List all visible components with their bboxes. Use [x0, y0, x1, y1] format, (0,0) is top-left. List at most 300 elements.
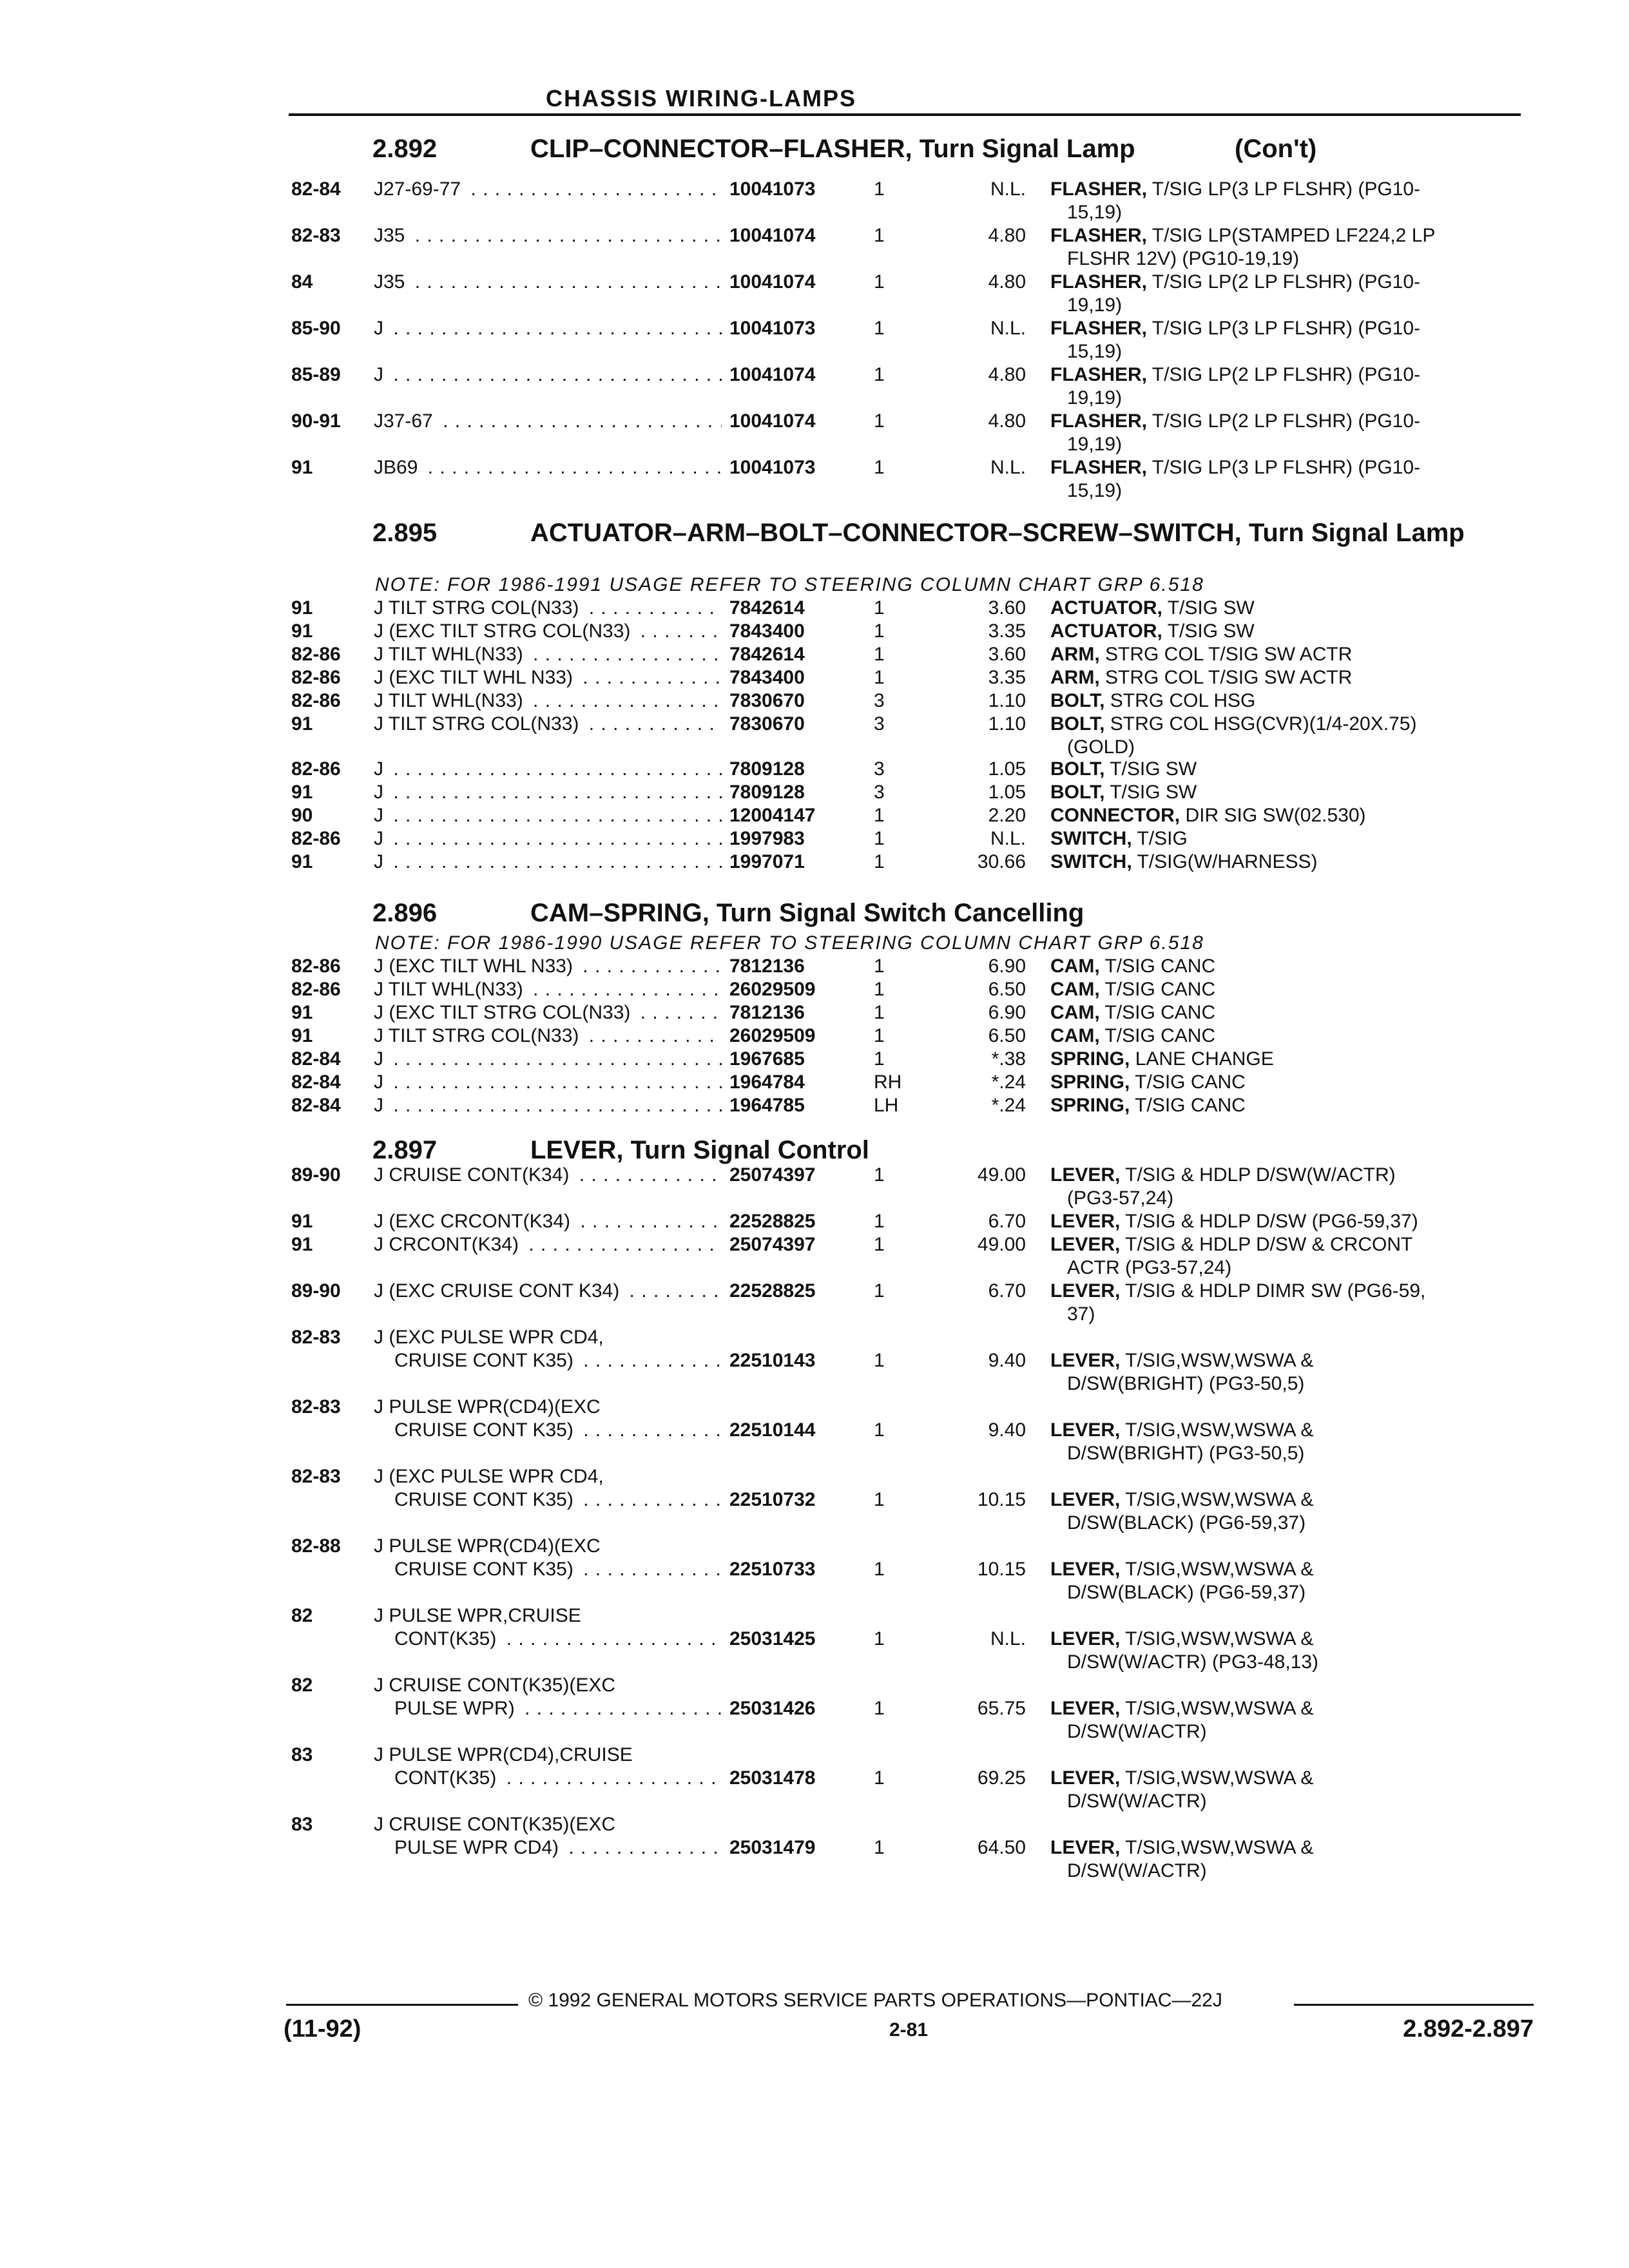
model-year: 91	[291, 1025, 313, 1046]
description-noun: LEVER,	[1050, 1489, 1121, 1510]
application: J (EXC PULSE WPR CD4,	[374, 1327, 604, 1348]
application	[374, 978, 722, 1001]
model-year: 91	[291, 620, 313, 642]
application	[374, 689, 722, 713]
price: 1.10	[988, 690, 1026, 711]
description	[1050, 1210, 1527, 1233]
quantity: 1	[874, 1350, 885, 1371]
price: *.38	[991, 1048, 1026, 1070]
application-text: J	[374, 1072, 387, 1093]
section-name: LEVER, Turn Signal Control	[530, 1136, 869, 1164]
description-text: T/SIG(W/HARNESS)	[1137, 851, 1318, 872]
application: J (EXC PULSE WPR CD4,	[374, 1466, 604, 1487]
price: 3.35	[988, 620, 1026, 642]
price: 10.15	[977, 1489, 1026, 1510]
application-cont	[394, 1488, 722, 1512]
part-number: 25074397	[729, 1164, 816, 1186]
part-number: 10041074	[729, 364, 816, 385]
price: 2.20	[988, 805, 1026, 826]
quantity: 1	[874, 644, 885, 665]
application	[374, 955, 722, 978]
part-number: 10041073	[729, 178, 816, 200]
application-text: J (EXC TILT WHL N33)	[374, 667, 577, 688]
part-number: 7812136	[729, 956, 805, 977]
model-year: 90-91	[291, 410, 341, 432]
quantity: 1	[874, 667, 885, 688]
price: 69.25	[977, 1767, 1026, 1789]
application: J CRUISE CONT(K35)(EXC	[374, 1814, 616, 1835]
application-cont	[394, 1697, 722, 1720]
quantity: 1	[874, 851, 885, 872]
description	[1050, 597, 1527, 620]
application-text: J TILT STRG COL(N33)	[374, 1025, 583, 1046]
description-noun: LEVER,	[1050, 1837, 1121, 1858]
application	[374, 804, 722, 827]
quantity: 1	[874, 410, 885, 432]
application: J PULSE WPR(CD4)(EXC	[374, 1535, 601, 1557]
application-text: J CRCONT(K34)	[374, 1234, 523, 1255]
description-cont: 37)	[1067, 1303, 1095, 1325]
description	[1050, 850, 1527, 874]
part-number: 7843400	[729, 620, 805, 642]
application	[374, 713, 722, 736]
description-text: T/SIG LP(STAMPED LF224,2 LP	[1152, 225, 1436, 246]
part-number: 7842614	[729, 644, 805, 665]
model-year: 82	[291, 1675, 313, 1696]
part-number: 25031478	[729, 1767, 816, 1789]
application-text: J	[374, 1095, 387, 1116]
quantity: 1	[874, 457, 885, 478]
description-text: T/SIG & HDLP D/SW(W/ACTR)	[1125, 1164, 1396, 1186]
model-year: 91	[291, 1002, 313, 1023]
description-noun: CONNECTOR,	[1050, 805, 1181, 826]
application	[374, 456, 722, 479]
description-noun: ARM,	[1050, 644, 1100, 665]
model-year: 84	[291, 271, 313, 293]
price: 9.40	[988, 1419, 1026, 1441]
model-year: 82-83	[291, 1396, 341, 1418]
description-noun: FLASHER,	[1050, 225, 1147, 246]
price: 6.90	[988, 1002, 1026, 1023]
application	[374, 1001, 722, 1024]
part-number: 7812136	[729, 1002, 805, 1023]
quantity: 1	[874, 364, 885, 385]
quantity: 1	[874, 1559, 885, 1580]
application	[374, 410, 722, 433]
application	[374, 317, 722, 340]
quantity: 1	[874, 597, 885, 619]
description	[1050, 1558, 1527, 1604]
application-text: J (EXC CRUISE CONT K34)	[374, 1280, 623, 1302]
application	[374, 643, 722, 666]
quantity: 1	[874, 1767, 885, 1789]
quantity: 1	[874, 979, 885, 1000]
description-text: STRG COL T/SIG SW ACTR	[1105, 644, 1353, 665]
model-year: 82-83	[291, 1327, 341, 1348]
description-noun: BOLT,	[1050, 690, 1105, 711]
description-noun: ARM,	[1050, 667, 1100, 688]
header-rule	[289, 113, 1521, 116]
description-text: STRG COL HSG(CVR)(1/4-20X.75)	[1110, 713, 1417, 735]
part-number: 1964784	[729, 1072, 805, 1093]
model-year: 89-90	[291, 1280, 341, 1302]
description	[1050, 1419, 1527, 1465]
description-text: T/SIG LP(2 LP FLSHR) (PG10-	[1152, 271, 1421, 293]
quantity: 1	[874, 828, 885, 849]
part-number: 10041074	[729, 410, 816, 432]
quantity: 1	[874, 271, 885, 293]
description-cont: 15,19)	[1067, 341, 1123, 362]
description-text: DIR SIG SW(02.530)	[1185, 805, 1366, 826]
quantity: 1	[874, 1419, 885, 1441]
quantity: 1	[874, 1698, 885, 1719]
description-noun: CAM,	[1050, 956, 1100, 977]
description-noun: CAM,	[1050, 1025, 1100, 1046]
price: 6.70	[988, 1211, 1026, 1232]
description-noun: BOLT,	[1050, 713, 1105, 735]
description-cont: D/SW(W/ACTR)	[1067, 1721, 1207, 1742]
description-text: T/SIG,WSW,WSWA &	[1125, 1419, 1314, 1441]
description-text: STRG COL HSG	[1110, 690, 1256, 711]
quantity: 1	[874, 1048, 885, 1070]
description	[1050, 1001, 1527, 1024]
description-noun: LEVER,	[1050, 1767, 1121, 1789]
application-text: CRUISE CONT K35)	[394, 1350, 577, 1371]
application	[374, 1233, 722, 1256]
description-noun: LEVER,	[1050, 1164, 1121, 1186]
model-year: 82-86	[291, 979, 341, 1000]
model-year: 82-84	[291, 1072, 341, 1093]
description-text: T/SIG CANC	[1135, 1095, 1246, 1116]
quantity: 1	[874, 956, 885, 977]
description-text: T/SIG & HDLP D/SW (PG6-59,37)	[1125, 1211, 1418, 1232]
model-year: 89-90	[291, 1164, 341, 1186]
part-number: 25031426	[729, 1698, 816, 1719]
application	[374, 1164, 722, 1187]
description-noun: FLASHER,	[1050, 410, 1147, 432]
footer-copyright: © 1992 GENERAL MOTORS SERVICE PARTS OPERATIONS—PONTIAC—22J	[528, 1990, 1222, 2011]
description	[1050, 1094, 1527, 1117]
description-noun: LEVER,	[1050, 1419, 1121, 1441]
part-number: 22528825	[729, 1211, 816, 1232]
application-text: J35	[374, 271, 409, 293]
description	[1050, 1767, 1527, 1813]
description	[1050, 271, 1527, 317]
description-text: T/SIG & HDLP D/SW & CRCONT	[1125, 1234, 1413, 1255]
price: 6.90	[988, 956, 1026, 977]
application-text: J	[374, 782, 387, 803]
price: 3.60	[988, 644, 1026, 665]
model-year: 82-84	[291, 178, 341, 200]
part-number: 7830670	[729, 690, 805, 711]
description	[1050, 1349, 1527, 1396]
application	[374, 666, 722, 689]
application: J PULSE WPR(CD4),CRUISE	[374, 1744, 633, 1765]
application	[374, 178, 722, 201]
price: 6.50	[988, 1025, 1026, 1046]
application-text: J	[374, 318, 387, 339]
model-year: 82-86	[291, 690, 341, 711]
model-year: 90	[291, 805, 313, 826]
description-noun: CAM,	[1050, 1002, 1100, 1023]
description-cont: D/SW(W/ACTR)	[1067, 1791, 1207, 1812]
quantity: 1	[874, 1025, 885, 1046]
description	[1050, 758, 1527, 781]
footer-date: (11-92)	[284, 2015, 361, 2042]
price: 4.80	[988, 364, 1026, 385]
description-noun: FLASHER,	[1050, 178, 1147, 200]
description	[1050, 666, 1527, 689]
description-cont: 19,19)	[1067, 434, 1123, 455]
application	[374, 597, 722, 620]
description-noun: CAM,	[1050, 979, 1100, 1000]
description-noun: LEVER,	[1050, 1234, 1121, 1255]
description	[1050, 456, 1527, 503]
part-number: 7842614	[729, 597, 805, 619]
part-number: 1967685	[729, 1048, 805, 1070]
application	[374, 1094, 722, 1117]
footer-rule-left	[286, 2004, 518, 2006]
price: 30.66	[977, 851, 1026, 872]
price: 10.15	[977, 1559, 1026, 1580]
application-text: J TILT WHL(N33)	[374, 690, 527, 711]
description-cont: (GOLD)	[1067, 736, 1135, 758]
part-number: 26029509	[729, 1025, 816, 1046]
description-noun: BOLT,	[1050, 782, 1105, 803]
description-text: T/SIG SW	[1167, 597, 1255, 619]
page-footer	[284, 1987, 1534, 2058]
quantity: 1	[874, 1837, 885, 1858]
description-text: T/SIG SW	[1167, 620, 1255, 642]
description-noun: SPRING,	[1050, 1095, 1130, 1116]
footer-section-range: 2.892-2.897	[1403, 2015, 1534, 2042]
description-cont: 15,19)	[1067, 202, 1123, 223]
description-noun: LEVER,	[1050, 1559, 1121, 1580]
description-text: T/SIG CANC	[1135, 1072, 1246, 1093]
description-text: T/SIG,WSW,WSWA &	[1125, 1767, 1314, 1789]
description	[1050, 643, 1527, 666]
description-text: T/SIG,WSW,WSWA &	[1125, 1350, 1314, 1371]
description-cont: (PG3-57,24)	[1067, 1187, 1174, 1209]
description-noun: FLASHER,	[1050, 271, 1147, 293]
application	[374, 850, 722, 874]
description-noun: FLASHER,	[1050, 364, 1147, 385]
model-year: 91	[291, 597, 313, 619]
model-year: 91	[291, 713, 313, 735]
price: 65.75	[977, 1698, 1026, 1719]
description-cont: D/SW(W/ACTR) (PG3-48,13)	[1067, 1651, 1319, 1673]
description	[1050, 1071, 1527, 1094]
description-text: T/SIG CANC	[1104, 1025, 1216, 1046]
application-text: J TILT WHL(N33)	[374, 979, 527, 1000]
application-text: J	[374, 364, 387, 385]
application-text: J37-67	[374, 410, 437, 432]
model-year: 82-86	[291, 956, 341, 977]
model-year: 85-90	[291, 318, 341, 339]
price: 49.00	[977, 1234, 1026, 1255]
application-text: J	[374, 805, 387, 826]
part-number: 10041074	[729, 271, 816, 293]
model-year: 91	[291, 851, 313, 872]
description-text: T/SIG	[1137, 828, 1188, 849]
description-text: STRG COL T/SIG SW ACTR	[1105, 667, 1353, 688]
application	[374, 620, 722, 643]
application	[374, 1210, 722, 1233]
description-noun: FLASHER,	[1050, 318, 1147, 339]
model-year: 82-84	[291, 1048, 341, 1070]
application-text: J (EXC CRCONT(K34)	[374, 1211, 574, 1232]
part-number: 22510144	[729, 1419, 816, 1441]
price: 1.05	[988, 758, 1026, 780]
quantity: 3	[874, 758, 885, 780]
description-text: T/SIG,WSW,WSWA &	[1125, 1559, 1314, 1580]
application-text: J	[374, 758, 387, 780]
application-cont	[394, 1349, 722, 1372]
quantity: 1	[874, 1164, 885, 1186]
description-cont: D/SW(BRIGHT) (PG3-50,5)	[1067, 1443, 1305, 1464]
quantity: 3	[874, 690, 885, 711]
quantity: 1	[874, 1211, 885, 1232]
footer-page-number: 2-81	[889, 2019, 929, 2041]
model-year: 91	[291, 782, 313, 803]
description-noun: BOLT,	[1050, 758, 1105, 780]
application-text: J (EXC TILT STRG COL(N33)	[374, 1002, 634, 1023]
description-noun: LEVER,	[1050, 1350, 1121, 1371]
application-text: J27-69-77	[374, 178, 465, 200]
description-noun: SPRING,	[1050, 1048, 1130, 1070]
description-text: T/SIG,WSW,WSWA &	[1125, 1698, 1314, 1719]
description	[1050, 713, 1527, 759]
part-number: 22510733	[729, 1559, 816, 1580]
part-number: 1997071	[729, 851, 805, 872]
model-year: 83	[291, 1814, 313, 1835]
part-number: 7809128	[729, 758, 805, 780]
application-cont	[394, 1628, 722, 1651]
footer-rule-right	[1294, 2004, 1534, 2006]
section-number: 2.892	[372, 135, 438, 163]
application: J CRUISE CONT(K35)(EXC	[374, 1675, 616, 1696]
application-text: CONT(K35)	[394, 1767, 500, 1789]
description-text: T/SIG CANC	[1104, 1002, 1216, 1023]
description-noun: SPRING,	[1050, 1072, 1130, 1093]
price: 64.50	[977, 1837, 1026, 1858]
application: J PULSE WPR(CD4)(EXC	[374, 1396, 601, 1418]
price: N.L.	[990, 318, 1026, 339]
description-text: T/SIG,WSW,WSWA &	[1125, 1628, 1314, 1649]
description-noun: SWITCH,	[1050, 851, 1132, 872]
application-text: JB69	[374, 457, 421, 478]
section-name: CAM–SPRING, Turn Signal Switch Cancelling	[530, 899, 1084, 927]
application-cont	[394, 1767, 722, 1790]
model-year: 82-84	[291, 1095, 341, 1116]
price: N.L.	[990, 457, 1026, 478]
description-text: T/SIG SW	[1110, 758, 1197, 780]
section-number: 2.897	[372, 1136, 438, 1164]
part-number: 22528825	[729, 1280, 816, 1302]
description-cont: D/SW(BLACK) (PG6-59,37)	[1067, 1582, 1306, 1603]
description-text: T/SIG & HDLP DIMR SW (PG6-59,	[1125, 1280, 1426, 1302]
application: J PULSE WPR,CRUISE	[374, 1605, 581, 1626]
description-text: T/SIG CANC	[1104, 979, 1216, 1000]
model-year: 83	[291, 1744, 313, 1765]
price: 4.80	[988, 410, 1026, 432]
description-cont: 19,19)	[1067, 387, 1123, 408]
application-cont	[394, 1419, 722, 1442]
description-text: T/SIG,WSW,WSWA &	[1125, 1837, 1314, 1858]
model-year: 91	[291, 1234, 313, 1255]
description	[1050, 1697, 1527, 1744]
description	[1050, 410, 1527, 456]
application-text: J35	[374, 225, 409, 246]
part-number: 22510143	[729, 1350, 816, 1371]
description-noun: LEVER,	[1050, 1280, 1121, 1302]
description	[1050, 1280, 1527, 1326]
model-year: 82	[291, 1605, 313, 1626]
model-year: 82-88	[291, 1535, 341, 1557]
price: N.L.	[990, 178, 1026, 200]
section-continued: (Con't)	[1235, 135, 1317, 163]
price: N.L.	[990, 1628, 1026, 1649]
application-text: CRUISE CONT K35)	[394, 1419, 577, 1441]
quantity: LH	[874, 1095, 899, 1116]
description-cont: 19,19)	[1067, 294, 1123, 316]
description	[1050, 804, 1527, 827]
section-number: 2.895	[372, 519, 438, 547]
description-cont: 15,19)	[1067, 480, 1123, 501]
application	[374, 1024, 722, 1048]
quantity: 1	[874, 1280, 885, 1302]
price: 3.60	[988, 597, 1026, 619]
description	[1050, 1024, 1527, 1048]
description	[1050, 1048, 1527, 1071]
description	[1050, 1488, 1527, 1535]
price: *.24	[991, 1072, 1026, 1093]
quantity: 1	[874, 1002, 885, 1023]
description-text: T/SIG CANC	[1104, 956, 1216, 977]
description	[1050, 224, 1527, 271]
part-number: 1997983	[729, 828, 805, 849]
application-text: J TILT WHL(N33)	[374, 644, 527, 665]
application-text: J (EXC TILT STRG COL(N33)	[374, 620, 634, 642]
page-title: CHASSIS WIRING-LAMPS	[545, 85, 856, 111]
description-text: LANE CHANGE	[1135, 1048, 1274, 1070]
price: 9.40	[988, 1350, 1026, 1371]
application-text: CONT(K35)	[394, 1628, 500, 1649]
model-year: 91	[291, 457, 313, 478]
application-text: CRUISE CONT K35)	[394, 1489, 577, 1510]
price: 6.50	[988, 979, 1026, 1000]
description-noun: SWITCH,	[1050, 828, 1132, 849]
price: 4.80	[988, 225, 1026, 246]
application	[374, 758, 722, 781]
description-cont: D/SW(BLACK) (PG6-59,37)	[1067, 1512, 1306, 1533]
part-number: 1964785	[729, 1095, 805, 1116]
part-number: 25031425	[729, 1628, 816, 1649]
application-text: J	[374, 1048, 387, 1070]
description	[1050, 1164, 1527, 1210]
description	[1050, 978, 1527, 1001]
model-year: 82-86	[291, 828, 341, 849]
application	[374, 363, 722, 387]
description-text: T/SIG,WSW,WSWA &	[1125, 1489, 1314, 1510]
application-text: J	[374, 828, 387, 849]
application-cont	[394, 1836, 722, 1860]
description	[1050, 827, 1527, 850]
description	[1050, 178, 1527, 224]
description-noun: LEVER,	[1050, 1698, 1121, 1719]
model-year: 82-83	[291, 1466, 341, 1487]
description-noun: ACTUATOR,	[1050, 597, 1162, 619]
